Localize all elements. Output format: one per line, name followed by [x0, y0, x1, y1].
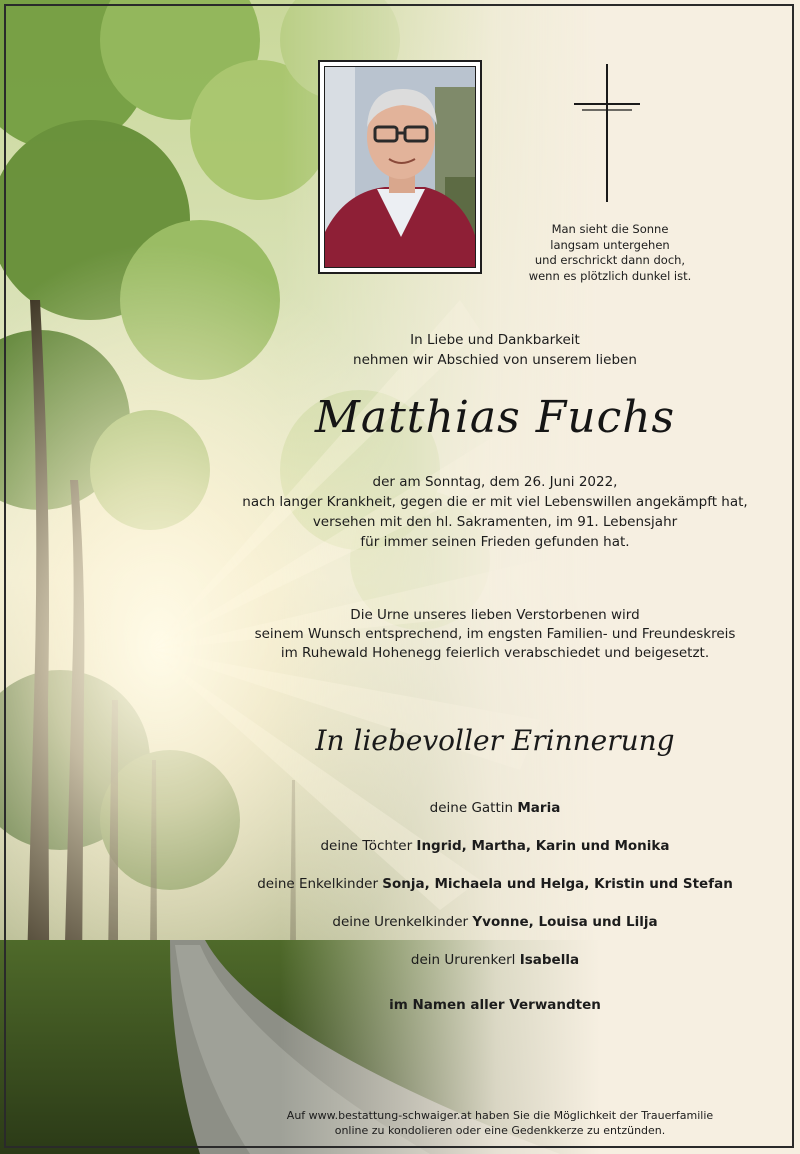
mourner-line: [200, 834, 790, 872]
funeral-info: [200, 606, 790, 663]
poem-line: langsam untergehen: [550, 237, 670, 252]
deceased-name: Matthias Fuchs: [314, 392, 676, 443]
death-notice-line: der am Sonntag, dem 26. Juni 2022,: [372, 474, 618, 490]
mourner-role: deine Urenkelkinder: [332, 914, 473, 930]
poem-line: und erschrickt dann doch,: [534, 253, 686, 267]
poem: [498, 222, 722, 284]
mourner-line: [200, 910, 790, 948]
mourner-names: Maria: [517, 800, 561, 816]
intro-line: In Liebe und Dankbarkeit: [410, 332, 580, 348]
mourner-names: Yvonne, Louisa und Lilja: [472, 914, 658, 930]
funeral-line: im Ruhewald Hohenegg feierlich verabschiedet und beigesetzt.: [280, 645, 710, 661]
intro-text: [200, 330, 790, 370]
poem-line: Man sieht die Sonne: [551, 222, 669, 236]
funeral-line: Die Urne unseres lieben Verstorbenen wird: [350, 607, 640, 623]
mourner-role: deine Töchter: [320, 838, 417, 854]
mourner-line: [200, 948, 790, 986]
death-notice-line: versehen mit den hl. Sakramenten, im 91. Lebensjahr: [312, 514, 678, 530]
signoff: im Namen aller Verwandten: [389, 997, 601, 1013]
death-notice: [200, 472, 790, 552]
death-notice-line: nach langer Krankheit, gegen die er mit viel Lebenswillen angekämpft hat,: [242, 494, 748, 510]
footer-line: Auf www.bestattung-schwaiger.at haben Sie die Möglichkeit der Trauerfamilie: [286, 1109, 714, 1122]
portrait-photo: [324, 66, 476, 268]
mourner-names: Sonja, Michaela und Helga, Kristin und Stefan: [382, 876, 733, 892]
cross-icon: [572, 64, 642, 204]
mourner-role: deine Gattin: [429, 800, 518, 816]
memory-heading: In liebevoller Erinnerung: [315, 724, 675, 757]
mourner-line: [200, 796, 790, 834]
intro-line: nehmen wir Abschied von unserem lieben: [353, 352, 637, 368]
mourner-names: Ingrid, Martha, Karin und Monika: [416, 838, 670, 854]
death-notice-line: für immer seinen Frieden gefunden hat.: [360, 534, 630, 550]
mourner-role: deine Enkelkinder: [257, 876, 383, 892]
mourner-line: [200, 872, 790, 910]
portrait-image: [325, 67, 476, 268]
portrait-photo-frame: [318, 60, 482, 274]
mourner-role: dein Ururenkerl: [410, 952, 520, 968]
mourner-names: Isabella: [519, 952, 580, 968]
footer-note: [240, 1108, 760, 1138]
poem-line: wenn es plötzlich dunkel ist.: [528, 268, 692, 283]
footer-line: online zu kondolieren oder eine Gedenkkerze zu entzünden.: [334, 1124, 666, 1137]
mourners-list: [200, 796, 790, 986]
funeral-line: seinem Wunsch entsprechend, im engsten Familien- und Freundeskreis: [254, 626, 736, 642]
